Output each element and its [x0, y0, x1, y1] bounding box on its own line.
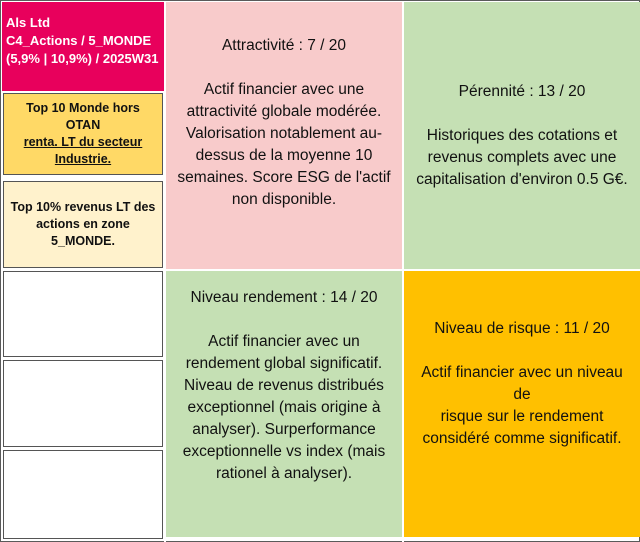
- rendement-line: analyser). Surperformance: [192, 421, 376, 438]
- attractivite-line: semaines. Score ESG de l'actif: [177, 169, 391, 186]
- empty-cell: [3, 360, 163, 447]
- rendement-line: Niveau de revenus distribués: [184, 377, 384, 394]
- rendement-heading: Niveau rendement : 14 / 20: [190, 289, 378, 306]
- asset-name: Als Ltd: [6, 15, 51, 30]
- perennite-panel: [404, 2, 640, 269]
- top10-line: Industrie.: [54, 152, 112, 166]
- top10-line: renta. LT du secteur: [23, 135, 143, 149]
- revenus-line: actions en zone 5_MONDE.: [36, 217, 130, 248]
- risque-line: risque sur le rendement: [440, 408, 604, 425]
- attractivite-panel: [166, 2, 402, 269]
- empty-cell: [3, 271, 163, 357]
- perennite-line: capitalisation d'environ 0.5 G€.: [416, 170, 628, 188]
- risque-line: considéré comme significatif.: [422, 430, 622, 447]
- attractivite-line: attractivité globale modérée.: [186, 103, 382, 120]
- revenus-badge: [3, 181, 163, 268]
- empty-cell: [3, 450, 163, 539]
- rendement-panel: [166, 271, 402, 537]
- rendement-line: Actif financier avec un: [208, 333, 360, 350]
- asset-period: (5,9% | 10,9%) / 2025W31: [6, 51, 159, 66]
- attractivite-line: Valorisation notablement au-: [185, 125, 383, 142]
- asset-title-block: [2, 2, 164, 91]
- risque-line: Actif financier avec un niveau de: [421, 364, 623, 403]
- perennite-line: revenus complets avec une: [427, 148, 617, 166]
- attractivite-line: dessus de la moyenne 10: [195, 147, 373, 164]
- rendement-line: exceptionnelle vs index (mais: [182, 443, 386, 460]
- attractivite-line: non disponible.: [231, 191, 337, 208]
- top10-badge: [3, 93, 163, 175]
- risque-panel: [404, 271, 640, 537]
- divider: [402, 2, 404, 542]
- asset-category: C4_Actions / 5_MONDE: [6, 33, 152, 48]
- perennite-line: Historiques des cotations et: [426, 126, 618, 144]
- attractivite-heading: Attractivité : 7 / 20: [221, 37, 347, 54]
- attractivite-line: Actif financier avec une: [203, 81, 365, 98]
- top10-line: Top 10 Monde hors OTAN: [26, 101, 140, 132]
- perennite-heading: Pérennité : 13 / 20: [458, 82, 586, 100]
- risque-heading: Niveau de risque : 11 / 20: [434, 320, 610, 337]
- rendement-line: exceptionnel (mais origine à: [187, 399, 381, 416]
- rendement-line: rendement global significatif.: [185, 355, 383, 372]
- divider: [164, 269, 640, 271]
- revenus-line: Top 10% revenus LT des: [10, 200, 156, 214]
- divider: [164, 2, 166, 542]
- rendement-line: rationel à analyser).: [215, 465, 353, 482]
